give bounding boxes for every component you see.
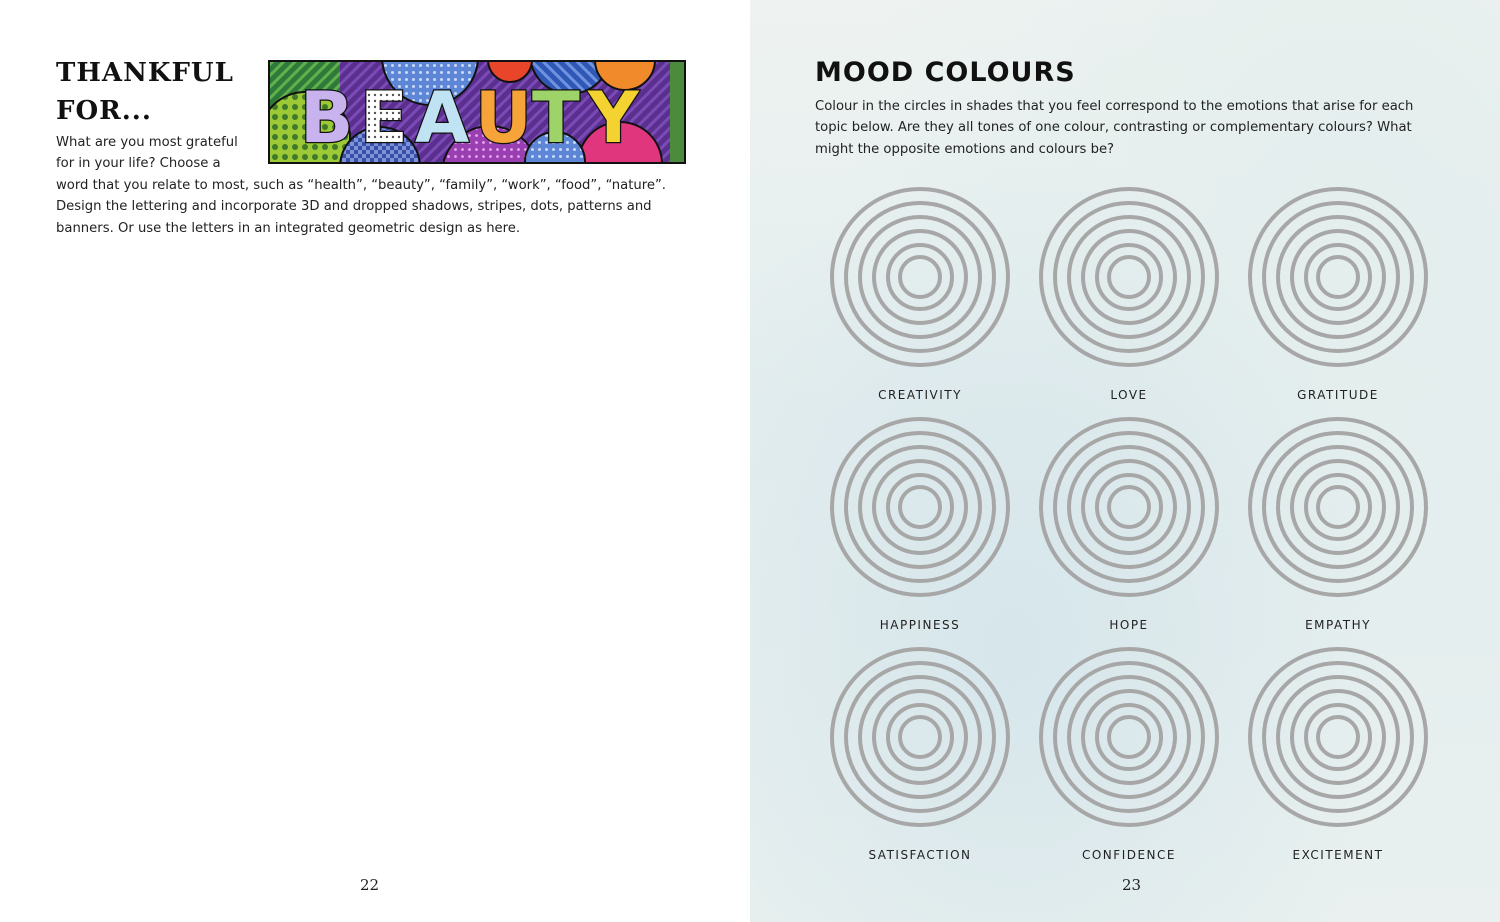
mood-label: HAPPINESS: [879, 618, 961, 632]
banner-letter-t: T: [532, 77, 580, 159]
mood-label: SATISFACTION: [868, 848, 972, 862]
concentric-rings-icon: [1038, 186, 1220, 368]
concentric-rings-icon: [829, 646, 1011, 828]
banner-letter-b: B: [300, 77, 354, 159]
concentric-rings-icon: [1247, 186, 1429, 368]
page-number-right: 23: [1122, 876, 1142, 894]
page-title: [56, 54, 256, 130]
concentric-rings-icon: [1247, 416, 1429, 598]
mood-label: LOVE: [1110, 388, 1148, 402]
mood-circle-happiness[interactable]: [825, 416, 1015, 644]
intro-text-short: What are you most grateful for in your life? Choose a: [56, 135, 238, 172]
concentric-rings-icon: [1247, 646, 1429, 828]
concentric-rings-icon: [1038, 416, 1220, 598]
concentric-rings-icon: [1038, 646, 1220, 828]
mood-circle-satisfaction[interactable]: [825, 646, 1015, 874]
mood-circle-empathy[interactable]: [1243, 416, 1433, 644]
page-number-left: 22: [360, 876, 380, 894]
mood-circle-hope[interactable]: [1034, 416, 1224, 644]
concentric-rings-icon: [829, 186, 1011, 368]
right-page: [750, 0, 1500, 922]
mood-label: CREATIVITY: [878, 388, 962, 402]
mood-instructions: Colour in the circles in shades that you feel correspond to the emotions that arise for each topic below. Are they all tones of one colour, contrasting or complementary colours? What might the opposite emotions and colours be?: [815, 99, 1414, 157]
mood-circle-creativity[interactable]: [825, 186, 1015, 414]
mood-label: EMPATHY: [1305, 618, 1371, 632]
mood-circle-gratitude[interactable]: [1243, 186, 1433, 414]
banner-letter-a: A: [415, 77, 470, 159]
banner-letter-y: Y: [588, 77, 639, 159]
mood-circle-love[interactable]: [1034, 186, 1224, 414]
mood-circle-excitement[interactable]: [1243, 646, 1433, 874]
concentric-rings-icon: [829, 416, 1011, 598]
intro-text-long: word that you relate to most, such as “health”, “beauty”, “family”, “work”, “food”, “nature”. Design the lettering and incorporate 3D and dropped shadows, stripes, dots, patterns and banners. Or use the letters in an integrated geometric design as here.: [56, 178, 666, 236]
banner-letter-u: U: [475, 77, 532, 159]
beauty-lettering-illustration: [268, 60, 686, 164]
title-line-1: THANKFUL: [56, 58, 234, 88]
mood-label: CONFIDENCE: [1081, 848, 1176, 862]
mood-label: HOPE: [1109, 618, 1149, 632]
mood-label: EXCITEMENT: [1292, 848, 1384, 862]
mood-label: GRATITUDE: [1297, 388, 1379, 402]
title-line-2: FOR...: [56, 96, 152, 126]
mood-circle-confidence[interactable]: [1034, 646, 1224, 874]
banner-letter-e: E: [360, 77, 408, 159]
mood-colours-title: MOOD COLOURS: [815, 57, 1076, 88]
